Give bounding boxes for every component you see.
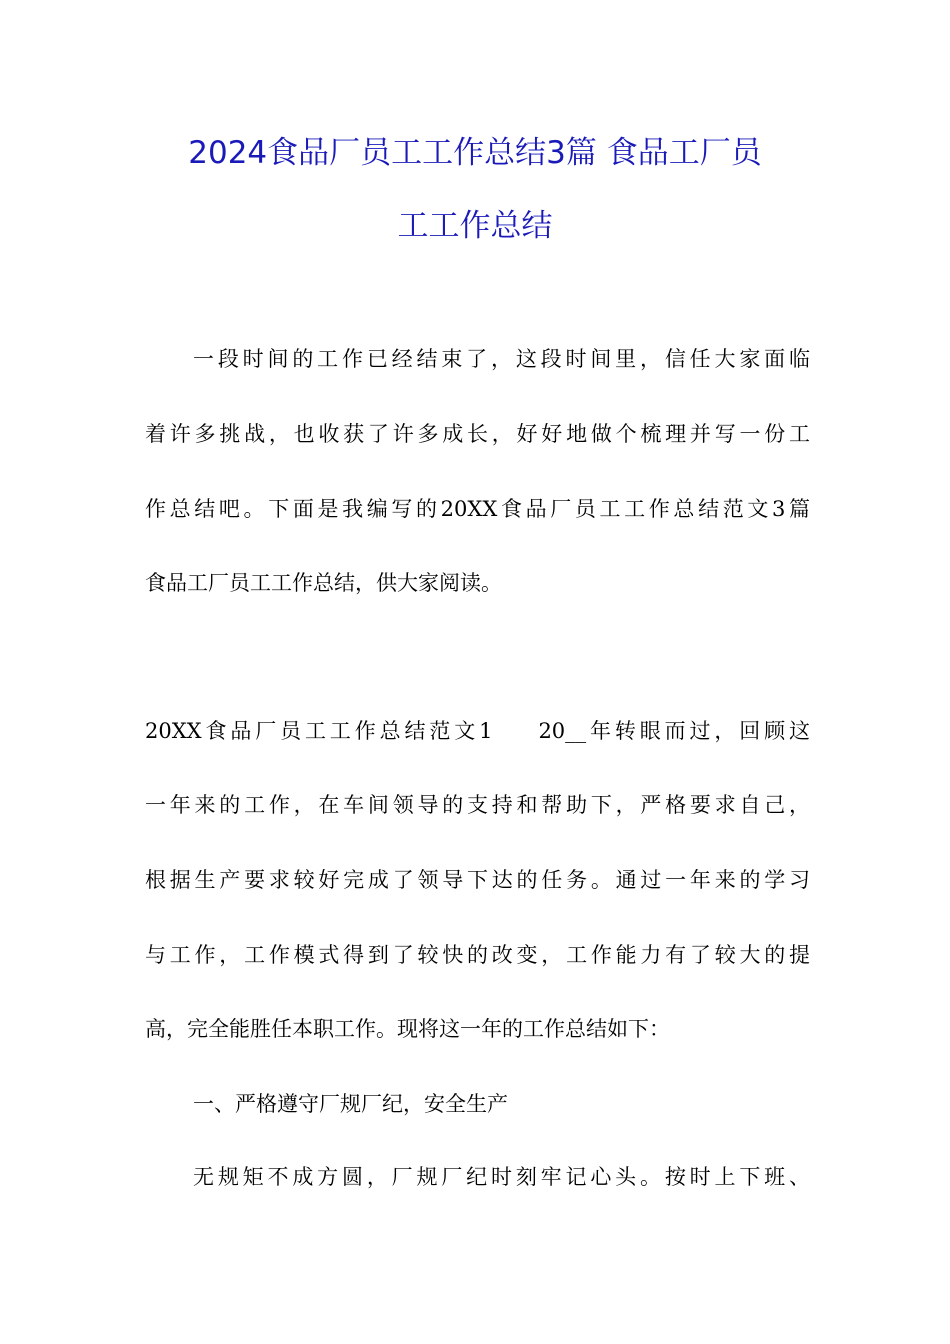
intro-line-3: 作总结吧。下面是我编写的20XX食品厂员工工作总结范文3篇	[145, 497, 810, 521]
intro-line-4: 食品工厂员工工作总结，供大家阅读。	[145, 571, 502, 595]
intro-line-2: 着许多挑战，也收获了许多成长，好好地做个梳理并写一份工	[145, 422, 810, 446]
intro-line-1: 一段时间的工作已经结束了，这段时间里，信任大家面临	[193, 347, 810, 371]
document-title-line-1: 2024食品厂员工工作总结3篇 食品工厂员	[188, 135, 762, 171]
section1-heading: 20XX食品厂员工工作总结范文1	[145, 719, 493, 743]
paragraph-line-1: 无规矩不成方圆，厂规厂纪时刻牢记心头。按时上下班、	[193, 1165, 810, 1189]
subheading-1: 一、严格遵守厂规厂纪，安全生产	[193, 1092, 508, 1116]
section1-line-5: 高，完全能胜任本职工作。现将这一年的工作总结如下：	[145, 1017, 670, 1041]
section1-line-4: 与工作，工作模式得到了较快的改变，工作能力有了较大的提	[145, 943, 810, 967]
section1-line-3: 根据生产要求较好完成了领导下达的任务。通过一年来的学习	[145, 868, 810, 892]
document-title-line-2: 工工作总结	[397, 208, 553, 244]
section1-line-2: 一年来的工作，在车间领导的支持和帮助下，严格要求自己，	[145, 793, 810, 817]
section1-first-line-text: 20__年转眼而过，回顾这	[538, 719, 810, 743]
section1-first-line	[145, 716, 810, 746]
